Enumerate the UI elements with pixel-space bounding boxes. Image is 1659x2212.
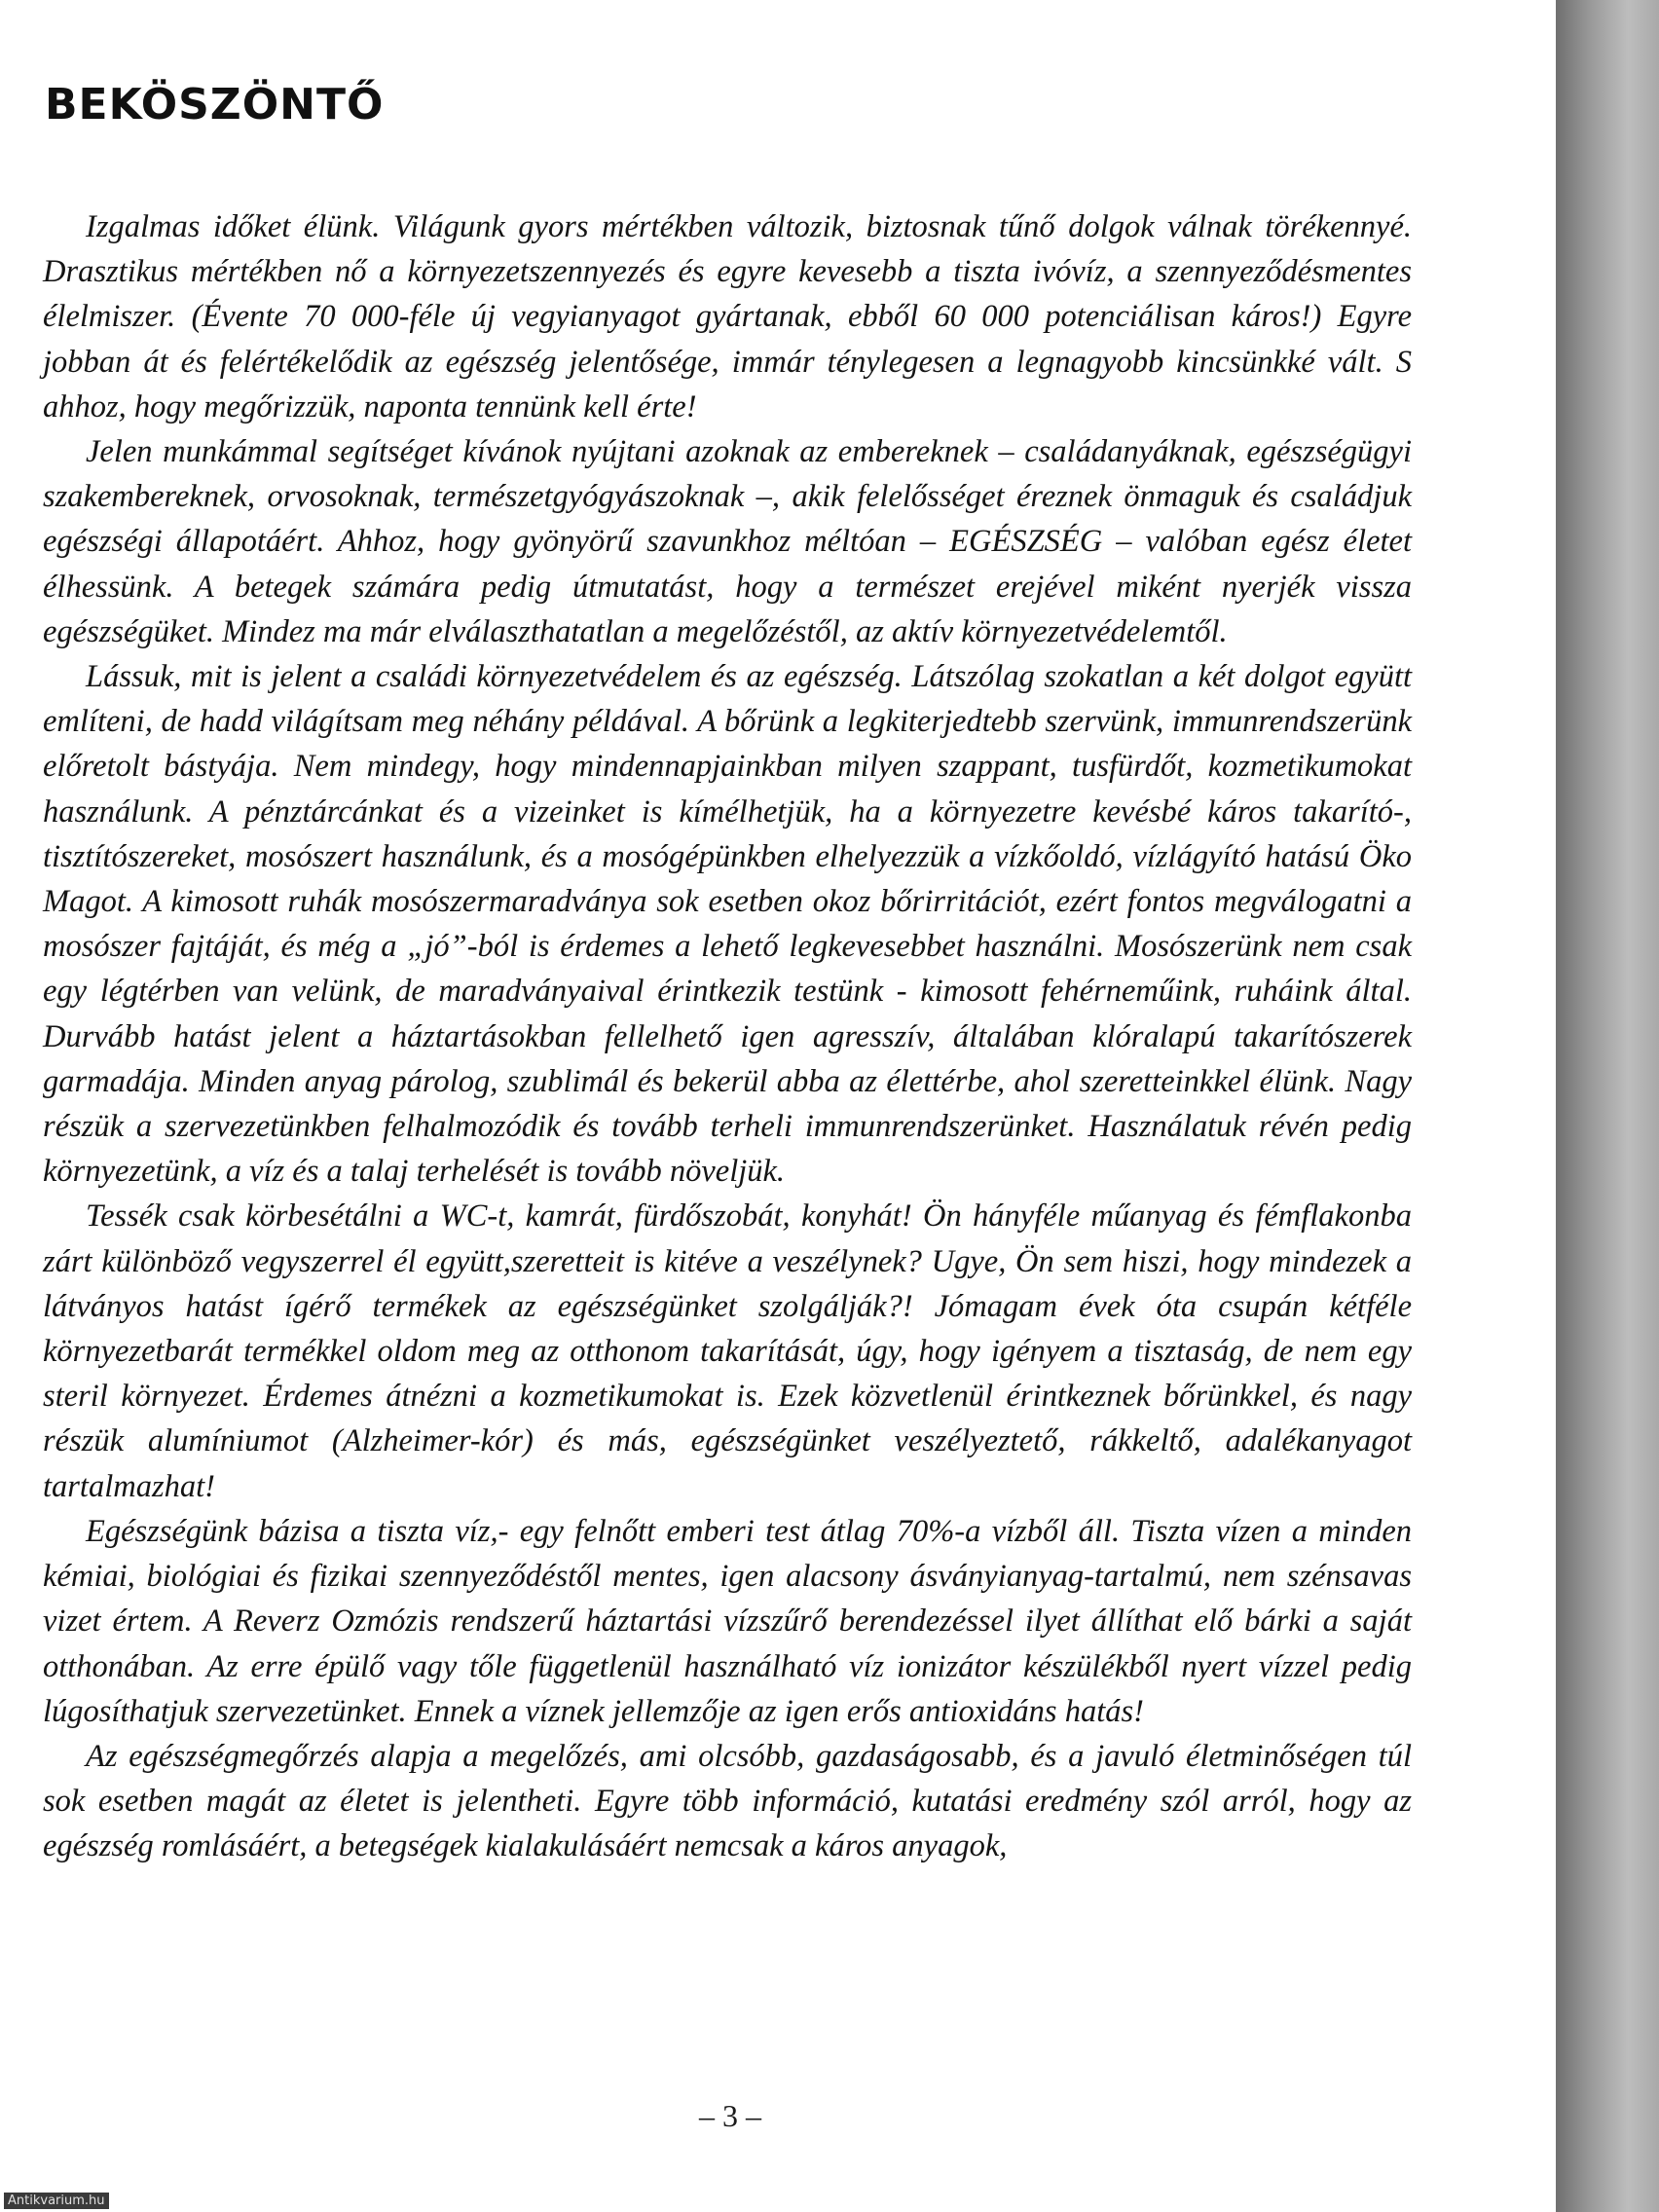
paragraph-5: Egészségünk bázisa a tiszta víz,- egy felnőtt emberi test átlag 70%-a vízből áll. Tiszta vízen a minden kémiai, biológiai és fizikai szennyeződéstől mentes, igen alacsony ásványianyag-tartalmú, nem szénsavas vizet értem. A Reverz Ozmózis rendszerű háztartási vízszűrő berendezéssel ilyet állíthat elő bárki a saját otthonában. Az erre épülő vagy tőle függetlenül használható víz ionizátor készülékből nyert vízzel pedig lúgosíthatjuk szervezetünket. Ennek a víznek jellemzője az igen erős antioxidáns hatás! bbox=[43, 1513, 1412, 1729]
page-number: – 3 – bbox=[699, 2098, 761, 2133]
paragraph-3: Lássuk, mit is jelent a családi környezetvédelem és az egészség. Látszólag szokatlan a két dolgot együtt említeni, de hadd világítsam meg néhány példával. A bőrünk a legkiterjedtebb szervünk, immunrendszerünk előretolt bástyája. Nem mindegy, hogy mindennapjainkban milyen szappant, tusfürdőt, kozmetikumokat használunk. A pénztárcánkat és a vizeinket is kímélhetjük, ha a környezetre kevésbé káros takarító-, tisztítószereket, mosószert használunk, és a mosógépünkben elhelyezzük a vízkőoldó, vízlágyító hatású Öko Magot. A kimosott ruhák mosószermaradványa sok esetben okoz bőrirritációt, ezért fontos megválogatni a mosószer fajtáját, és még a „jó”-ból is érdemes a lehető legkevesebbet használni. Mosószerünk nem csak egy légtérben van velünk, de maradványaival érintkezik testünk - kimosott fehérneműink, ruháink által. Durvább hatást jelent a háztartásokban fellelhető igen agresszív, általában klóralapú takarítószerek garmadája. Minden anyag párolog, szublimál és bekerül abba az élettérbe, ahol szeretteinkkel élünk. Nagy részük a szervezetünkben felhalmozódik és tovább terheli immunrendszerünket. Használatuk révén pedig környezetünk, a víz és a talaj terhelését is tovább növeljük. bbox=[43, 659, 1412, 1190]
paragraph-6: Az egészségmegőrzés alapja a megelőzés, ami olcsóbb, gazdaságosabb, és a javuló életminőségen túl sok esetben magát az életet is jelentheti. Egyre több információ, kutatási eredmény szól arról, hogy az egészség romlásáért, a betegségek kialakulásáért nemcsak a káros anyagok, bbox=[43, 1738, 1412, 1864]
page-title: BEKÖSZÖNTŐ bbox=[45, 80, 385, 129]
paragraph-2: Jelen munkámmal segítséget kívánok nyújtani azoknak az embereknek – családanyáknak, egészségügyi szakembereknek, orvosoknak, természetgyógyászoknak –, akik felelősséget éreznek önmaguk és családjuk egészségi állapotáért. Ahhoz, hogy gyönyörű szavunkhoz méltóan – EGÉSZSÉG – valóban egész életet élhessünk. A betegek számára pedig útmutatást, hogy a természet erejével miként nyerjék vissza egészségüket. Mindez ma már elválaszthatatlan a megelőzéstől, az aktív környezetvédelemtől. bbox=[43, 434, 1412, 649]
watermark: Antikvarium.hu bbox=[4, 2193, 109, 2209]
paragraph-4: Tessék csak körbesétálni a WC-t, kamrát, fürdőszobát, konyhát! Ön hányféle műanyag és fémflakonba zárt különböző vegyszerrel él együtt,szeretteit is kitéve a veszélynek? Ugye, Ön sem hiszi, hogy mindezek a látványos hatást ígérő termékek az egészségünket szolgálják?! Jómagam évek óta csupán kétféle környezetbarát termékkel oldom meg az otthonom takarítását, úgy, hogy igényem a tisztaság, de nem egy steril környezet. Érdemes átnézni a kozmetikumokat is. Ezek közvetlenül érintkeznek bőrünkkel, és nagy részük alumíniumot (Alzheimer-kór) és más, egészségünket veszélyeztető, rákkeltő, adalékanyagot tartalmazhat! bbox=[43, 1198, 1412, 1504]
body-text bbox=[43, 204, 1412, 1869]
paragraph-1: Izgalmas időket élünk. Világunk gyors mértékben változik, biztosnak tűnő dolgok válnak törékennyé. Drasztikus mértékben nő a környezetszennyezés és egyre kevesebb a tiszta ivóvíz, a szennyeződésmentes élelmiszer. (Évente 70 000-féle új vegyianyagot gyártanak, ebből 60 000 potenciálisan káros!) Egyre jobban át és felértékelődik az egészség jelentősége, immár ténylegesen a legnagyobb kincsünkké vált. S ahhoz, hogy megőrizzük, naponta tennünk kell érte! bbox=[43, 209, 1412, 424]
page-edge-shadow bbox=[1556, 0, 1659, 2212]
